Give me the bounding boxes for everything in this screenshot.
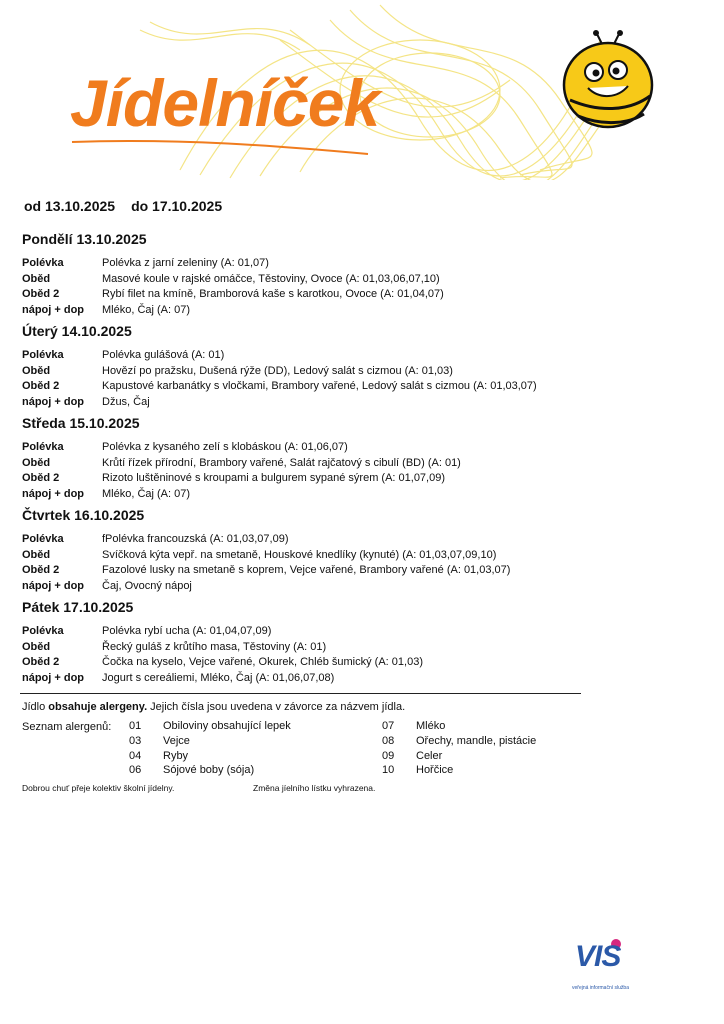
meal-text: Fazolové lusky na smetaně s koprem, Vejce vařené, Brambory vařené (A: 01,03,07): [102, 564, 511, 576]
meal-label: nápoj + dop: [22, 671, 85, 684]
allergen-name: Vejce: [163, 735, 190, 747]
allergen-item: [129, 763, 254, 777]
meal-text: Svíčková kýta vepř. na smetaně, Houskové knedlíky (kynuté) (A: 01,03,07,09,10): [102, 548, 497, 561]
meal-text: Džus, Čaj: [102, 395, 150, 408]
allergen-item: [382, 719, 445, 733]
meal-text: Polévka gulášová (A: 01): [102, 349, 225, 361]
meal-text: Masové koule v rajské omáčce, Těstoviny, Ovoce (A: 01,03,06,07,10): [102, 272, 440, 285]
meal-text: Řecký guláš z krůtího masa, Těstoviny (A: 01): [102, 640, 327, 653]
allergen-item: [129, 719, 291, 733]
menu-row: [22, 287, 622, 303]
meal-label: Oběd 2: [22, 564, 60, 576]
menu-row: [22, 456, 622, 472]
allergen-code: 01: [129, 720, 142, 732]
meal-text: Mléko, Čaj (A: 07): [102, 487, 191, 500]
day-block: [22, 414, 622, 502]
meal-text: Čaj, Ovocný nápoj: [102, 579, 192, 592]
allergen-item: [382, 763, 453, 777]
menu-row: [22, 440, 622, 456]
meal-text: Rybí filet na kmíně, Bramborová kaše s karotkou, Ovoce (A: 01,04,07): [102, 288, 444, 300]
menu-row: [22, 303, 622, 319]
note-prefix: Jídlo: [22, 701, 49, 713]
meal-text: Jogurt s cereáliemi, Mléko, Čaj (A: 01,06,07,08): [102, 671, 335, 684]
logo-tagline: veřejná informační služba: [572, 985, 629, 991]
meal-label: nápoj + dop: [22, 579, 85, 592]
meal-label: Oběd: [22, 272, 51, 285]
day-block: [22, 230, 622, 318]
meal-text: Hovězí po pražsku, Dušená rýže (DD), Ledový salát s cizmou (A: 01,03): [102, 364, 453, 377]
meal-text: Polévka rybí ucha (A: 01,04,07,09): [102, 625, 272, 637]
menu-row: [22, 379, 622, 395]
day-block: [22, 506, 622, 594]
logo-wordmark: VIS: [575, 940, 621, 973]
day-heading: Úterý 14.10.2025: [22, 323, 132, 339]
menu-row: [22, 624, 622, 640]
allergen-name: Ořechy, mandle, pistácie: [416, 735, 537, 747]
menu-row: [22, 671, 622, 687]
meal-text: Kapustové karbanátky s vločkami, Brambory vařené, Ledový salát s cizmou (A: 01,03,07): [102, 380, 537, 392]
day-block: [22, 322, 622, 410]
note-bold: obsahuje alergeny.: [48, 701, 148, 713]
weekly-menu: [22, 230, 622, 690]
allergen-name: Obiloviny obsahující lepek: [163, 720, 291, 732]
meal-label: Polévka: [22, 441, 64, 453]
meal-label: Polévka: [22, 349, 64, 361]
menu-row: [22, 364, 622, 380]
meal-label: nápoj + dop: [22, 487, 85, 500]
meal-label: nápoj + dop: [22, 303, 85, 316]
meal-text: Čočka na kyselo, Vejce vařené, Okurek, Chléb šumický (A: 01,03): [102, 656, 423, 668]
meal-label: nápoj + dop: [22, 395, 85, 408]
allergen-name: Celer: [416, 750, 443, 762]
footer-greeting: Dobrou chuť přeje kolektiv školní jídelny.: [22, 783, 175, 793]
page-title: Jídelníček: [70, 66, 380, 140]
meal-label: Oběd 2: [22, 380, 60, 392]
day-heading: Středa 15.10.2025: [22, 415, 140, 431]
menu-row: [22, 532, 622, 548]
allergen-item: [129, 749, 188, 763]
day-heading: Pondělí 13.10.2025: [22, 231, 147, 247]
allergen-name: Sójové boby (sója): [163, 764, 255, 776]
allergen-code: 06: [129, 764, 142, 776]
menu-row: [22, 640, 622, 656]
meal-label: Polévka: [22, 533, 64, 545]
day-heading: Pátek 17.10.2025: [22, 599, 134, 615]
meal-text: Polévka z kysaného zelí s klobáskou (A: 01,06,07): [102, 441, 348, 453]
meal-label: Oběd 2: [22, 656, 60, 668]
note-rest: Jejich čísla jsou uvedena v závorce za názvem jídla.: [147, 701, 406, 713]
day-block: [22, 598, 622, 686]
meal-label: Oběd 2: [22, 472, 60, 484]
menu-row: [22, 256, 622, 272]
allergen-list-heading: Seznam alergenů:: [22, 721, 112, 733]
allergen-name: Hořčice: [416, 764, 454, 776]
day-heading: Čtvrtek 16.10.2025: [22, 507, 145, 523]
meal-label: Oběd: [22, 548, 51, 561]
meal-label: Polévka: [22, 625, 64, 637]
allergen-name: Ryby: [163, 750, 189, 762]
meal-label: Oběd: [22, 456, 51, 469]
allergen-name: Mléko: [416, 720, 446, 732]
meal-text: Polévka z jarní zeleniny (A: 01,07): [102, 257, 269, 269]
footer-disclaimer: Změna jíelního lístku vyhrazena.: [253, 783, 376, 793]
date-from: od 13.10.2025: [24, 198, 116, 214]
header-banner: [0, 0, 724, 180]
bee-mascot-icon: [558, 30, 658, 130]
meal-text: Rizoto luštěninové s kroupami a bulgurem sypané sýrem (A: 01,07,09): [102, 472, 446, 484]
meal-text: Mléko, Čaj (A: 07): [102, 303, 191, 316]
menu-row: [22, 487, 622, 503]
date-range: [24, 198, 222, 214]
date-to: do 17.10.2025: [131, 198, 223, 214]
meal-text: fPolévka francouzská (A: 01,03,07,09): [102, 533, 289, 545]
allergen-item: [382, 734, 536, 748]
menu-row: [22, 272, 622, 288]
meal-label: Oběd: [22, 640, 51, 653]
meal-label: Polévka: [22, 257, 64, 269]
allergen-note: [22, 701, 405, 713]
meal-label: Oběd 2: [22, 288, 60, 300]
allergen-code: 07: [382, 720, 395, 732]
allergen-code: 10: [382, 764, 395, 776]
section-divider: [20, 693, 581, 694]
menu-row: [22, 471, 622, 487]
menu-row: [22, 655, 622, 671]
meal-text: Krůtí řízek přírodní, Brambory vařené, Salát rajčatový s cibulí (BD) (A: 01): [102, 456, 461, 469]
allergen-code: 08: [382, 735, 395, 747]
allergen-code: 04: [129, 750, 142, 762]
menu-row: [22, 548, 622, 564]
menu-row: [22, 348, 622, 364]
meal-label: Oběd: [22, 364, 51, 377]
allergen-item: [129, 734, 190, 748]
allergen-code: 03: [129, 735, 142, 747]
menu-row: [22, 579, 622, 595]
allergen-code: 09: [382, 750, 395, 762]
allergen-item: [382, 749, 442, 763]
menu-row: [22, 563, 622, 579]
menu-row: [22, 395, 622, 411]
